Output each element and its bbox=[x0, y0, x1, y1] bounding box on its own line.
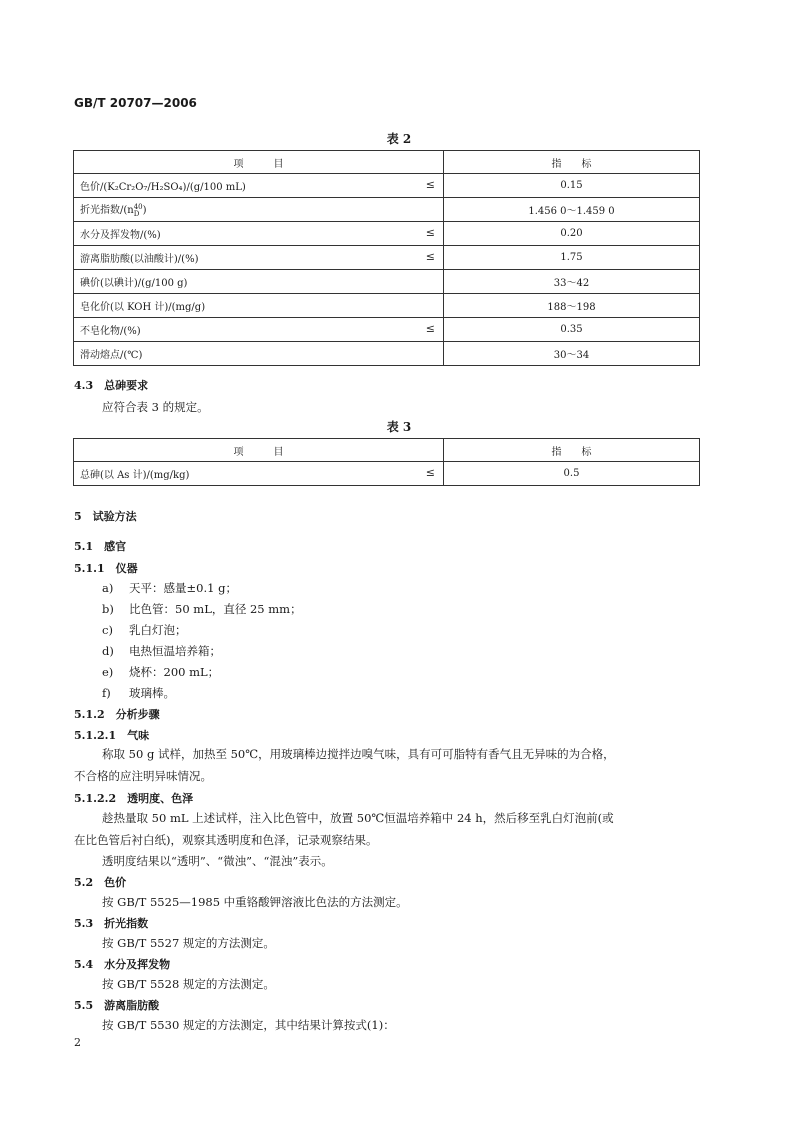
table3-caption: 表 3 bbox=[386, 420, 412, 434]
section-5-4-text: 按 GB/T 5528 规定的方法测定。 bbox=[102, 977, 275, 991]
paragraph-line: 趁热量取 50 mL 上述试样，注入比色管中，放置 50℃恒温培养箱中 24 h，然后移至乳白灯泡前(或 bbox=[102, 811, 614, 825]
table3-col-item: 项 目 bbox=[74, 439, 444, 462]
document-header: GB/T 20707—2006 bbox=[74, 96, 197, 110]
row-value: 0.5 bbox=[444, 462, 700, 486]
row-item: 总砷(以 As 计)/(mg/kg) bbox=[80, 470, 190, 481]
row-value: 33～42 bbox=[444, 270, 700, 294]
table-row bbox=[74, 198, 700, 222]
comparator: ≤ bbox=[425, 226, 435, 239]
comparator: ≤ bbox=[425, 322, 435, 335]
paragraph-line: 不合格的应注明异味情况。 bbox=[74, 769, 212, 783]
list-item: c) 乳白灯泡； bbox=[102, 623, 187, 637]
section-5-5-heading: 5.5 游离脂肪酸 bbox=[74, 999, 160, 1012]
row-item: 不皂化物/(%) bbox=[80, 326, 141, 337]
row-value: 0.20 bbox=[444, 222, 700, 246]
table3-header-row bbox=[74, 439, 700, 462]
row-item-tail: ) bbox=[142, 205, 147, 217]
section-5-1-2-heading: 5.1.2 分析步骤 bbox=[74, 708, 160, 721]
row-item: 滑动熔点/(℃) bbox=[80, 350, 143, 361]
section-5-4-heading: 5.4 水分及挥发物 bbox=[74, 958, 171, 971]
page-number: 2 bbox=[74, 1036, 81, 1049]
section-4-3-heading: 4.3 总砷要求 bbox=[74, 379, 149, 392]
row-value: 0.15 bbox=[444, 174, 700, 198]
table2 bbox=[73, 150, 700, 366]
row-item: 水分及挥发物/(%) bbox=[80, 230, 161, 241]
table3 bbox=[73, 438, 700, 486]
table2-col-value: 指 标 bbox=[444, 151, 700, 174]
table-row bbox=[74, 270, 700, 294]
section-5-2-heading: 5.2 色价 bbox=[74, 876, 127, 889]
row-item: 游离脂肪酸(以油酸计)/(%) bbox=[80, 254, 199, 265]
row-value: 1.456 0～1.459 0 bbox=[444, 198, 700, 222]
table2-col-item: 项 目 bbox=[74, 151, 444, 174]
row-value: 30～34 bbox=[444, 342, 700, 366]
table-row bbox=[74, 222, 700, 246]
table-row bbox=[74, 294, 700, 318]
comparator: ≤ bbox=[425, 466, 435, 479]
table2-header-row bbox=[74, 151, 700, 174]
list-item: b) 比色管：50 mL，直径 25 mm； bbox=[102, 602, 302, 616]
row-item-sub: D bbox=[133, 209, 140, 218]
list-item: d) 电热恒温培养箱； bbox=[102, 644, 221, 658]
paragraph-line: 透明度结果以“透明”、“微浊”、“混浊”表示。 bbox=[102, 854, 333, 868]
section-5-3-text: 按 GB/T 5527 规定的方法测定。 bbox=[102, 936, 275, 950]
table-row bbox=[74, 342, 700, 366]
section-5-3-heading: 5.3 折光指数 bbox=[74, 917, 149, 930]
comparator: ≤ bbox=[425, 250, 435, 263]
row-value: 0.35 bbox=[444, 318, 700, 342]
row-item: 皂化价(以 KOH 计)/(mg/g) bbox=[80, 302, 206, 313]
section-5-5-text: 按 GB/T 5530 规定的方法测定，其中结果计算按式(1)： bbox=[102, 1018, 395, 1032]
row-item-sup: 40 bbox=[133, 202, 143, 211]
table-row bbox=[74, 318, 700, 342]
row-value: 1.75 bbox=[444, 246, 700, 270]
section-5-1-2-2-heading: 5.1.2.2 透明度、色泽 bbox=[74, 792, 194, 805]
table-row bbox=[74, 174, 700, 198]
paragraph-line: 称取 50 g 试样，加热至 50℃，用玻璃棒边搅拌边嗅气味，具有可可脂特有香气且无异味的为合格， bbox=[102, 747, 615, 761]
list-item: e) 烧杯：200 mL； bbox=[102, 665, 220, 679]
section-5-1-2-1-heading: 5.1.2.1 气味 bbox=[74, 729, 150, 742]
row-item: 色价/(K₂Cr₂O₇/H₂SO₄)/(g/100 mL) bbox=[80, 182, 246, 193]
table-row bbox=[74, 462, 700, 486]
list-item: a) 天平：感量±0.1 g； bbox=[102, 581, 237, 595]
row-value: 188～198 bbox=[444, 294, 700, 318]
row-item: 折光指数/(n bbox=[80, 205, 134, 217]
paragraph-line: 在比色管后衬白纸)，观察其透明度和色泽，记录观察结果。 bbox=[74, 833, 378, 847]
table2-caption: 表 2 bbox=[386, 132, 412, 146]
table3-col-value: 指 标 bbox=[444, 439, 700, 462]
section-5-2-text: 按 GB/T 5525—1985 中重铬酸钾溶液比色法的方法测定。 bbox=[102, 895, 408, 909]
comparator: ≤ bbox=[425, 178, 435, 191]
section-5-1-heading: 5.1 感官 bbox=[74, 540, 127, 553]
section-5-1-1-heading: 5.1.1 仪器 bbox=[74, 562, 138, 575]
section-5-heading: 5 试验方法 bbox=[74, 510, 137, 523]
table-row bbox=[74, 246, 700, 270]
section-4-3-text: 应符合表 3 的规定。 bbox=[102, 400, 209, 414]
row-item: 碘价(以碘计)/(g/100 g) bbox=[80, 278, 188, 289]
list-item: f) 玻璃棒。 bbox=[102, 686, 175, 700]
